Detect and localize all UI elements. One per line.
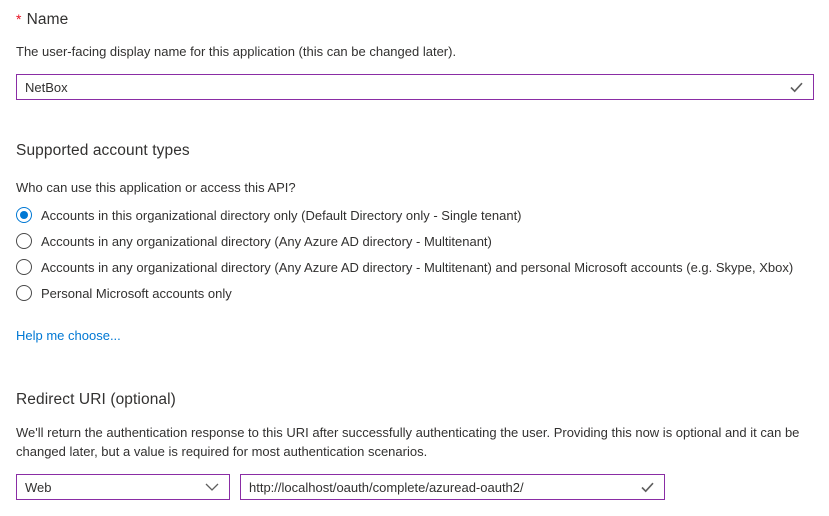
radio-option-label[interactable]: Personal Microsoft accounts only (41, 285, 232, 301)
name-description: The user-facing display name for this application (this can be changed later). (16, 44, 457, 59)
redirect-uri-input-container (240, 474, 665, 500)
radio-option-multitenant[interactable] (16, 231, 492, 251)
radio-unselected-icon[interactable] (16, 285, 32, 301)
radio-selected-icon[interactable] (16, 207, 32, 223)
radio-unselected-icon[interactable] (16, 233, 32, 249)
account-types-heading: Supported account types (16, 142, 190, 159)
platform-select[interactable] (16, 474, 230, 500)
redirect-uri-input[interactable] (241, 475, 641, 499)
radio-option-label[interactable]: Accounts in any organizational directory (Any Azure AD directory - Multitenant) (41, 233, 492, 249)
radio-option-personal-only[interactable] (16, 283, 232, 303)
check-icon (641, 482, 654, 493)
redirect-uri-heading: Redirect URI (optional) (16, 391, 176, 408)
required-asterisk: * (16, 11, 22, 27)
radio-unselected-icon[interactable] (16, 259, 32, 275)
name-input-container (16, 74, 814, 100)
redirect-uri-description: We'll return the authentication response to this URI after successfully authenticating the user. Providing this now is optional and it can be changed later, but a value is required for most authentication scenarios. (16, 425, 800, 459)
radio-option-label[interactable]: Accounts in this organizational directory only (Default Directory only - Single tenant) (41, 207, 522, 223)
radio-option-multitenant-personal[interactable] (16, 257, 793, 277)
name-section-heading (16, 11, 68, 29)
chevron-down-icon (205, 483, 219, 491)
radio-option-single-tenant[interactable] (16, 205, 522, 225)
platform-select-value: Web (25, 479, 52, 495)
check-icon (790, 82, 803, 93)
account-types-question: Who can use this application or access this API? (16, 180, 296, 195)
name-input[interactable] (17, 75, 790, 99)
name-label: Name (26, 11, 69, 28)
help-me-choose-link[interactable]: Help me choose... (16, 328, 121, 343)
radio-option-label[interactable]: Accounts in any organizational directory (Any Azure AD directory - Multitenant) and personal Microsoft accounts (e.g. Skype, Xbox) (41, 259, 794, 275)
